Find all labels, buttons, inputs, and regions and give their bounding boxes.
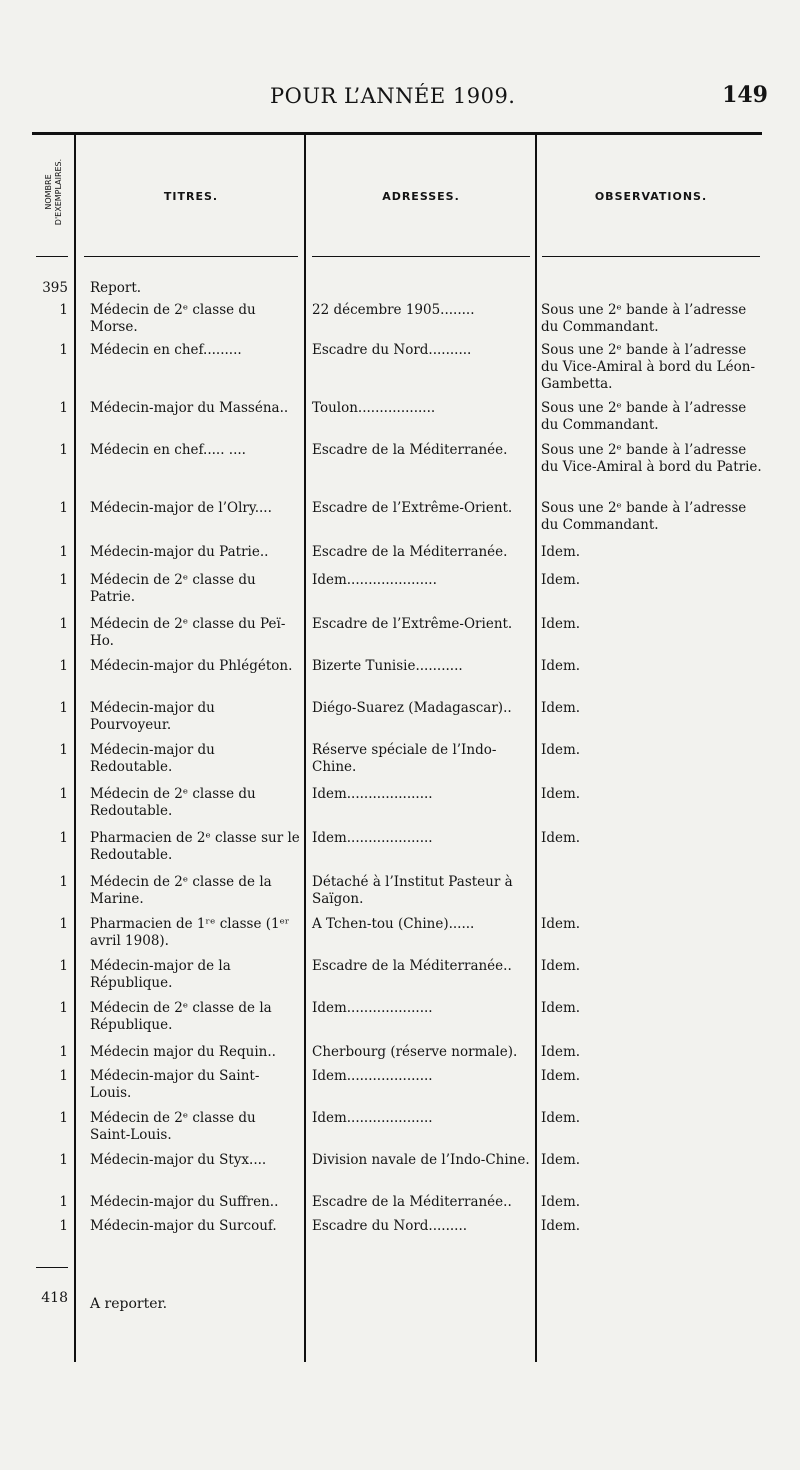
total-count: 418 bbox=[41, 1290, 68, 1306]
row-observation: Idem. bbox=[541, 916, 581, 932]
row-count: 1 bbox=[59, 500, 68, 516]
carry-forward-label: A reporter. bbox=[90, 1296, 168, 1312]
row-count: 1 bbox=[59, 700, 68, 716]
row-observation: Idem. bbox=[541, 1110, 581, 1126]
row-title: Médecin-major du Pourvoyeur. bbox=[90, 700, 215, 733]
row-title: Médecin de 2ᵉ classe du Patrie. bbox=[90, 572, 256, 605]
row-count: 1 bbox=[59, 1110, 68, 1126]
header-rule bbox=[542, 256, 760, 257]
row-address: Division navale de l’Indo-Chine. bbox=[312, 1152, 530, 1168]
row-title: Médecin-major du Surcouf. bbox=[90, 1218, 277, 1234]
row-title: Médecin-major du Styx.... bbox=[90, 1152, 267, 1168]
row-address: Idem.................... bbox=[312, 830, 433, 846]
row-observation: Sous une 2ᵉ bande à l’adresse du Vice-Amiral à bord du Patrie. bbox=[541, 442, 762, 475]
row-count: 1 bbox=[59, 572, 68, 588]
row-title: Pharmacien de 2ᵉ classe sur le Redoutable. bbox=[90, 830, 300, 863]
row-title: Médecin en chef..... .... bbox=[90, 442, 246, 458]
row-count: 1 bbox=[59, 1218, 68, 1234]
row-observation: Idem. bbox=[541, 572, 581, 588]
table-top-rule bbox=[32, 132, 762, 135]
row-count: 1 bbox=[59, 302, 68, 318]
row-count: 1 bbox=[59, 874, 68, 890]
row-count: 1 bbox=[59, 442, 68, 458]
row-address: Réserve spéciale de l’Indo-Chine. bbox=[312, 742, 497, 775]
column-header-titres: TITRES. bbox=[163, 190, 219, 203]
column-header-adresses: ADRESSES. bbox=[382, 190, 460, 203]
row-count: 1 bbox=[59, 1044, 68, 1060]
row-title: Médecin de 2ᵉ classe du Redoutable. bbox=[90, 786, 256, 819]
row-observation: Idem. bbox=[541, 786, 581, 802]
row-title: Médecin de 2ᵉ classe du Morse. bbox=[90, 302, 256, 335]
row-observation: Idem. bbox=[541, 1068, 581, 1084]
header-rule bbox=[36, 256, 68, 257]
row-address: Cherbourg (réserve normale). bbox=[312, 1044, 518, 1060]
row-address: Escadre du Nord......... bbox=[312, 1218, 468, 1234]
row-title: Médecin en chef......... bbox=[90, 342, 242, 358]
row-observation: Idem. bbox=[541, 544, 581, 560]
row-count: 1 bbox=[59, 658, 68, 674]
row-address: Détaché à l’Institut Pasteur à Saïgon. bbox=[312, 874, 513, 907]
row-observation: Sous une 2ᵉ bande à l’adresse du Commandant. bbox=[541, 500, 747, 533]
row-title: Médecin de 2ᵉ classe du Saint-Louis. bbox=[90, 1110, 256, 1143]
row-observation: Idem. bbox=[541, 658, 581, 674]
row-count: 1 bbox=[59, 1068, 68, 1084]
column-divider bbox=[74, 132, 76, 1362]
row-title: Médecin-major du Masséna.. bbox=[90, 400, 289, 416]
row-observation: Idem. bbox=[541, 1152, 581, 1168]
row-count: 1 bbox=[59, 616, 68, 632]
row-count: 1 bbox=[59, 544, 68, 560]
row-address: Escadre de l’Extrême-Orient. bbox=[312, 616, 513, 632]
page-number: 149 bbox=[722, 82, 768, 108]
row-title: Médecin-major du Redoutable. bbox=[90, 742, 215, 775]
row-count: 395 bbox=[42, 280, 68, 296]
row-address: Idem.................... bbox=[312, 1000, 433, 1016]
row-count: 1 bbox=[59, 830, 68, 846]
row-title: Médecin-major du Suffren.. bbox=[90, 1194, 279, 1210]
row-count: 1 bbox=[59, 1000, 68, 1016]
row-observation: Idem. bbox=[541, 1218, 581, 1234]
row-observation: Idem. bbox=[541, 1000, 581, 1016]
row-address: A Tchen-tou (Chine)...... bbox=[312, 916, 475, 932]
row-address: Idem.................... bbox=[312, 786, 433, 802]
column-header-observations: OBSERVATIONS. bbox=[594, 190, 708, 203]
row-address: Bizerte Tunisie........... bbox=[312, 658, 463, 674]
row-address: Idem.................... bbox=[312, 1068, 433, 1084]
row-address: Escadre de la Méditerranée. bbox=[312, 544, 508, 560]
row-observation: Sous une 2ᵉ bande à l’adresse du Commandant. bbox=[541, 400, 747, 433]
column-divider bbox=[304, 132, 306, 1362]
row-observation: Idem. bbox=[541, 742, 581, 758]
row-title: Pharmacien de 1ʳᵉ classe (1ᵉʳ avril 1908). bbox=[90, 916, 290, 949]
page-header bbox=[0, 80, 800, 120]
header-rule bbox=[312, 256, 530, 257]
row-title: Médecin de 2ᵉ classe de la République. bbox=[90, 1000, 272, 1033]
row-title: Médecin-major de l’Olry.... bbox=[90, 500, 272, 516]
row-title: Médecin major du Requin.. bbox=[90, 1044, 276, 1060]
row-title: Médecin de 2ᵉ classe du Peï-Ho. bbox=[90, 616, 286, 649]
row-address: Idem.................... bbox=[312, 1110, 433, 1126]
row-title: Médecin-major du Phlégéton. bbox=[90, 658, 293, 674]
row-title: Médecin de 2ᵉ classe de la Marine. bbox=[90, 874, 272, 907]
row-address: 22 décembre 1905........ bbox=[312, 302, 475, 318]
row-count: 1 bbox=[59, 1152, 68, 1168]
header-rule bbox=[84, 256, 298, 257]
row-count: 1 bbox=[59, 786, 68, 802]
running-title: POUR L’ANNÉE 1909. bbox=[270, 84, 516, 108]
row-address: Escadre de la Méditerranée.. bbox=[312, 958, 512, 974]
row-observation: Idem. bbox=[541, 958, 581, 974]
row-count: 1 bbox=[59, 958, 68, 974]
row-address: Escadre de la Méditerranée.. bbox=[312, 1194, 512, 1210]
row-observation: Sous une 2ᵉ bande à l’adresse du Vice-Amiral à bord du Léon-Gambetta. bbox=[541, 342, 756, 392]
row-address: Diégo-Suarez (Madagascar).. bbox=[312, 700, 512, 716]
total-rule bbox=[36, 1267, 68, 1268]
row-address: Escadre du Nord.......... bbox=[312, 342, 472, 358]
row-title: Médecin-major du Patrie.. bbox=[90, 544, 269, 560]
row-observation: Idem. bbox=[541, 700, 581, 716]
row-observation: Idem. bbox=[541, 1044, 581, 1060]
row-address: Escadre de la Méditerranée. bbox=[312, 442, 508, 458]
row-count: 1 bbox=[59, 916, 68, 932]
row-title: Médecin-major du Saint-Louis. bbox=[90, 1068, 260, 1101]
register-table bbox=[32, 132, 768, 1362]
row-address: Escadre de l’Extrême-Orient. bbox=[312, 500, 513, 516]
row-title: Report. bbox=[90, 280, 142, 296]
row-address: Toulon.................. bbox=[312, 400, 436, 416]
row-observation: Idem. bbox=[541, 616, 581, 632]
row-observation: Idem. bbox=[541, 830, 581, 846]
row-count: 1 bbox=[59, 1194, 68, 1210]
row-count: 1 bbox=[59, 742, 68, 758]
column-divider bbox=[535, 132, 537, 1362]
row-count: 1 bbox=[59, 342, 68, 358]
row-title: Médecin-major de la République. bbox=[90, 958, 231, 991]
row-observation: Sous une 2ᵉ bande à l’adresse du Commandant. bbox=[541, 302, 747, 335]
row-count: 1 bbox=[59, 400, 68, 416]
column-header-count: NOMBRE D'EXEMPLAIRES. bbox=[44, 158, 63, 226]
row-observation: Idem. bbox=[541, 1194, 581, 1210]
row-address: Idem..................... bbox=[312, 572, 437, 588]
